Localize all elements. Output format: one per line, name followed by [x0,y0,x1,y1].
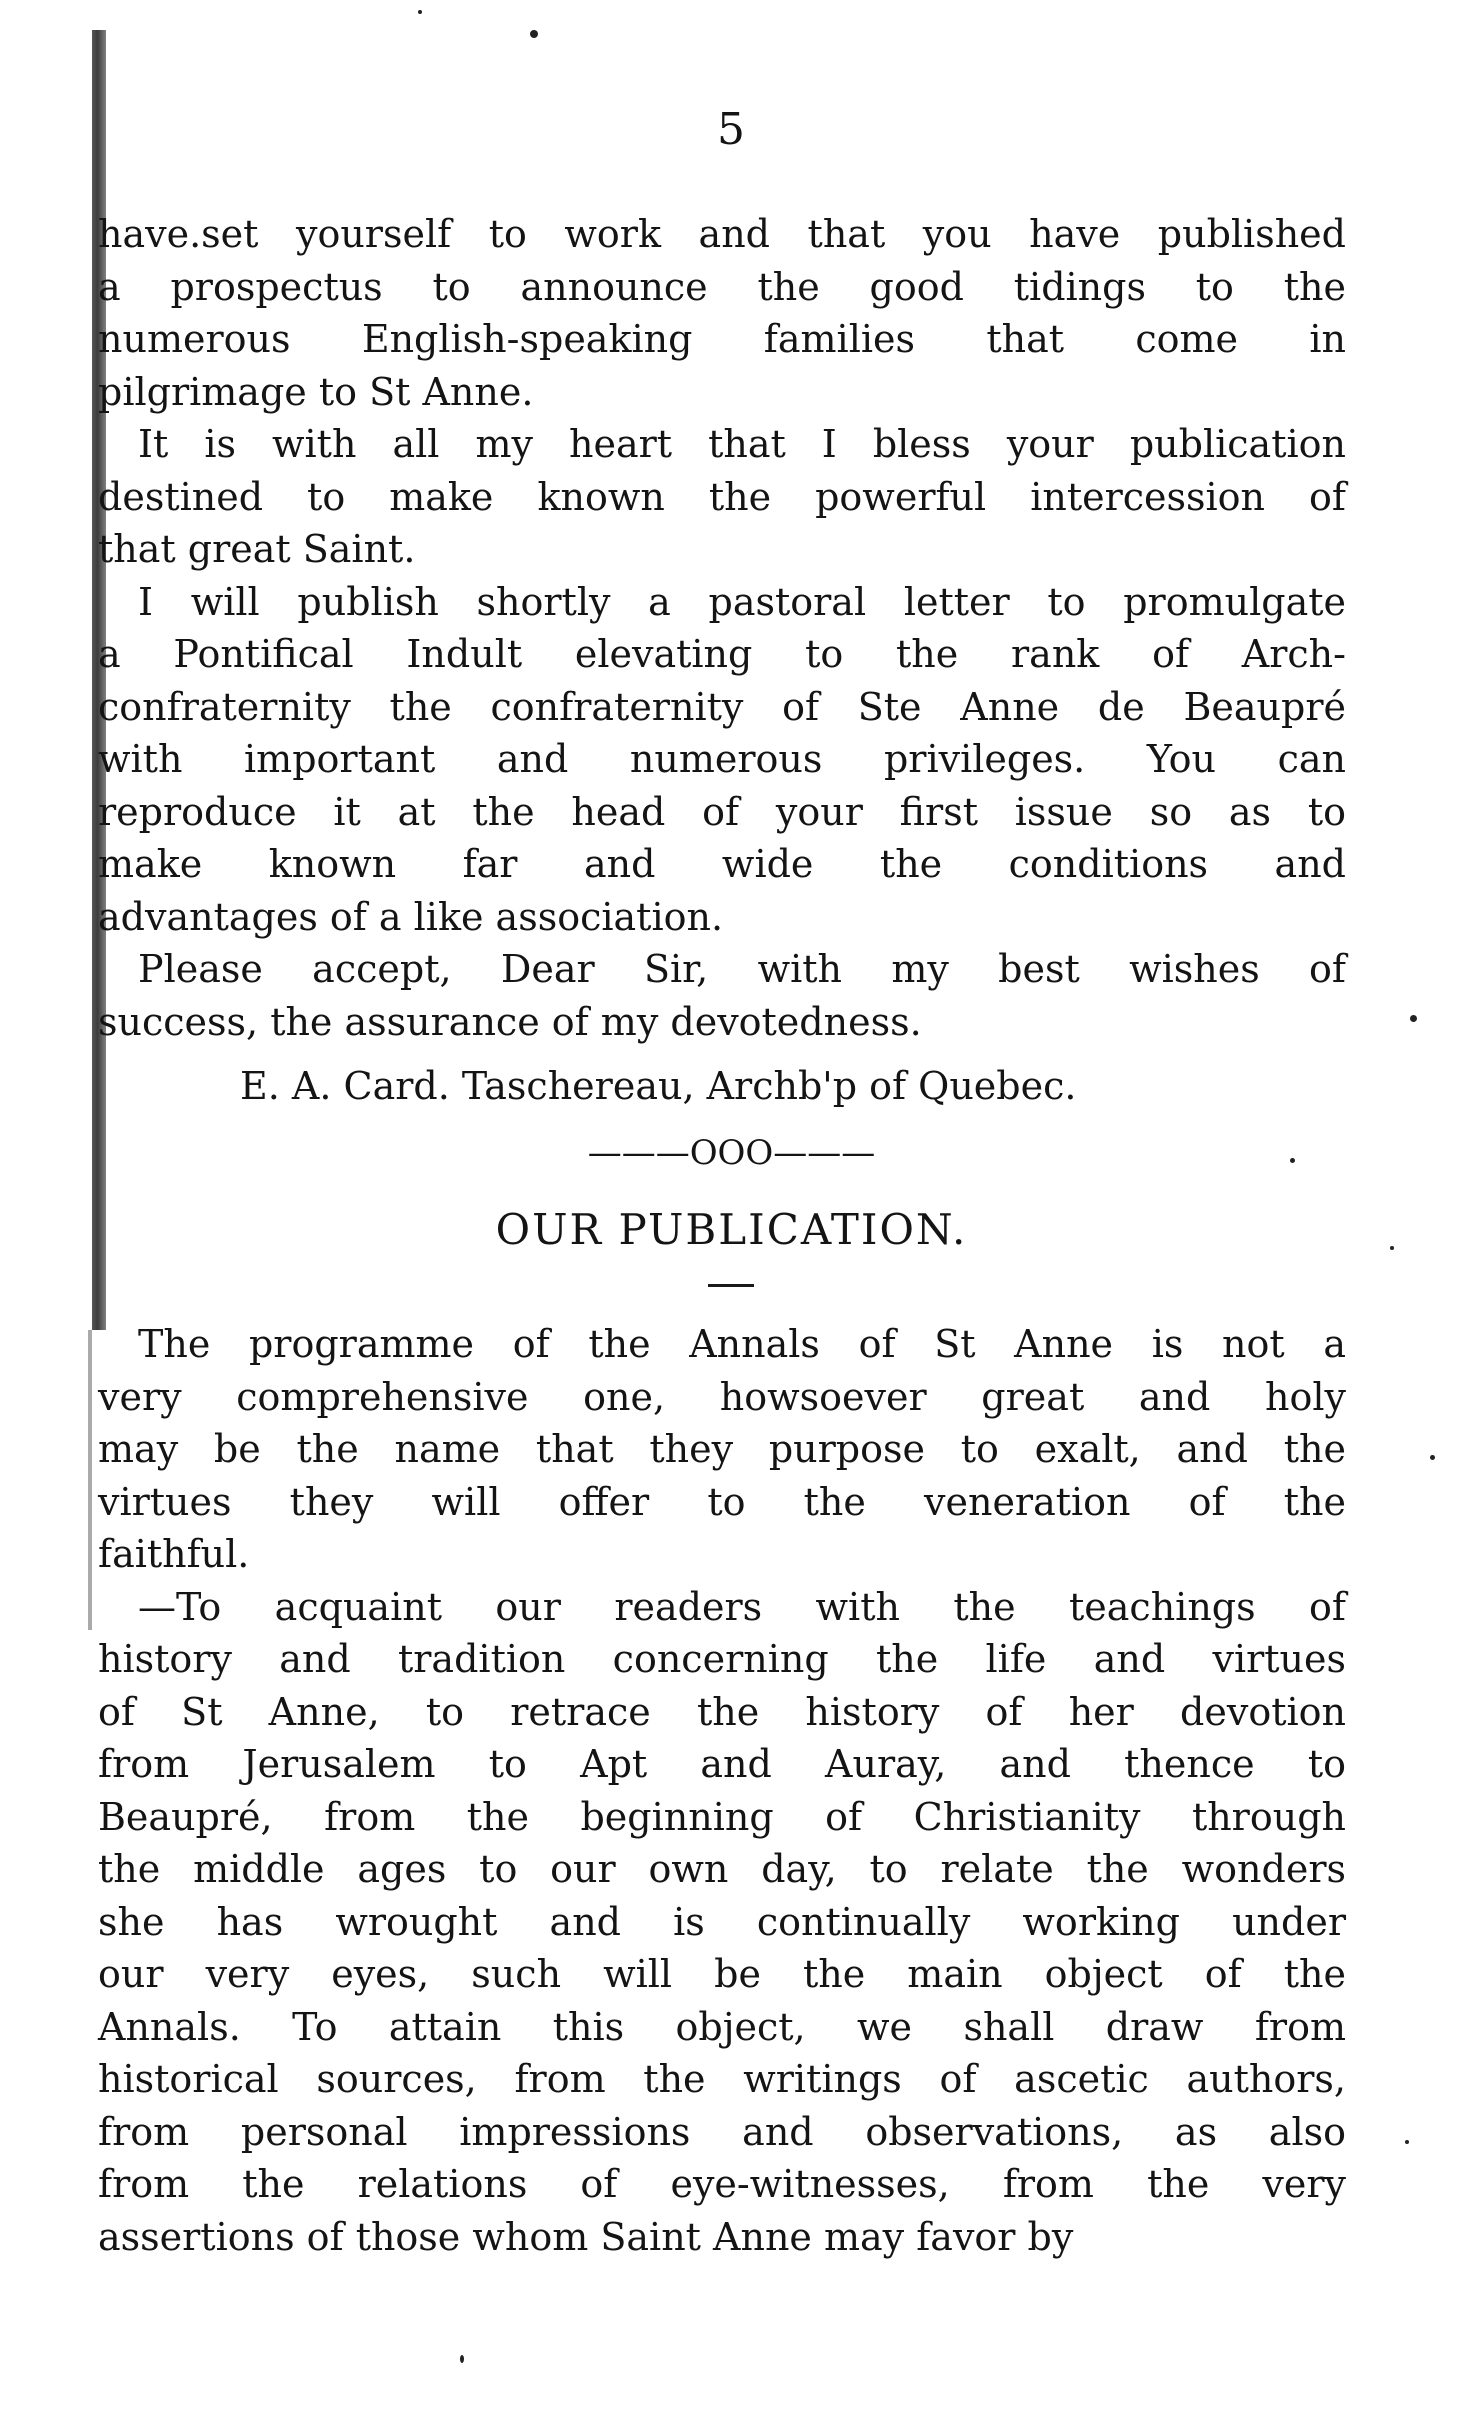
letter-signature: E. A. Card. Taschereau, Archb'p of Quebec. [240,1064,1077,1108]
article-text-line: from the relations of eye-witnesses, from the very [98,2162,1346,2206]
article-text-line: virtues they will offer to the veneration of the [98,1479,1346,1524]
letter-text-line: make known far and wide the conditions and [98,842,1346,886]
letter-text-line: with important and numerous privileges. You can [98,737,1346,781]
scan-speck [530,30,538,38]
article-text-line: from Jerusalem to Apt and Auray, and thence to [98,1742,1346,1786]
letter-text-line: that great Saint. [98,527,416,571]
scan-speck [460,2355,464,2363]
letter-text-line: Please accept, Dear Sir, with my best wishes of [138,947,1346,991]
page-number: 5 [717,104,746,155]
binding-edge-shadow-lower [88,1330,92,1630]
scan-speck [1410,1015,1417,1022]
article-text-line: Beaupré, from the beginning of Christianity through [98,1794,1346,1839]
letter-text-line: confraternity the confraternity of Ste Anne de Beaupré [98,684,1346,729]
scan-speck [1405,2140,1409,2144]
article-text-line: our very eyes, such will be the main object of the [98,1952,1346,1996]
letter-text-line: a Pontifical Indult elevating to the rank of Arch- [98,632,1346,676]
article-text-line: may be the name that they purpose to exalt, and the [98,1427,1346,1471]
article-text-line: faithful. [98,1532,250,1576]
scan-speck [418,10,422,14]
article-text-line: Annals. To attain this object, we shall draw from [98,2004,1346,2049]
article-text-line: of St Anne, to retrace the history of her devotion [98,1689,1346,1734]
section-title: OUR PUBLICATION. [495,1205,968,1254]
article-text-line: historical sources, from the writings of ascetic authors, [98,2057,1346,2101]
title-underline-rule [708,1284,754,1287]
article-text-line: —To acquaint our readers with the teachings of [138,1584,1346,1629]
article-text-line: she has wrought and is continually working under [98,1899,1346,1944]
article-text-line: the middle ages to our own day, to relate the wonders [98,1847,1346,1891]
letter-text-line: reproduce it at the head of your first issue so as to [98,789,1346,834]
letter-text-line: I will publish shortly a pastoral letter to promulgate [138,579,1346,624]
letter-text-line: It is with all my heart that I bless your publication [138,422,1346,466]
article-text-line: The programme of the Annals of St Anne is not a [138,1322,1346,1366]
letter-text-line: have.set yourself to work and that you have published [98,212,1346,256]
letter-text-line: destined to make known the powerful intercession of [98,474,1346,519]
scan-speck [1430,1455,1435,1460]
section-divider-ornament: ———OOO——— [587,1133,876,1173]
article-text-line: from personal impressions and observations, as also [98,2109,1346,2154]
letter-text-line: success, the assurance of my devotedness. [98,999,922,1044]
letter-text-line: advantages of a like association. [98,894,724,939]
letter-text-line: a prospectus to announce the good tidings to the [98,264,1346,309]
letter-text-line: numerous English-speaking families that come in [98,317,1346,361]
letter-text-line: pilgrimage to St Anne. [98,369,534,414]
letter-body [98,208,1346,1048]
article-body [98,1318,1346,2263]
article-text-line: assertions of those whom Saint Anne may favor by [98,2214,1074,2259]
article-text-line: history and tradition concerning the life and virtues [98,1637,1346,1681]
article-text-line: very comprehensive one, howsoever great and holy [98,1374,1346,1419]
